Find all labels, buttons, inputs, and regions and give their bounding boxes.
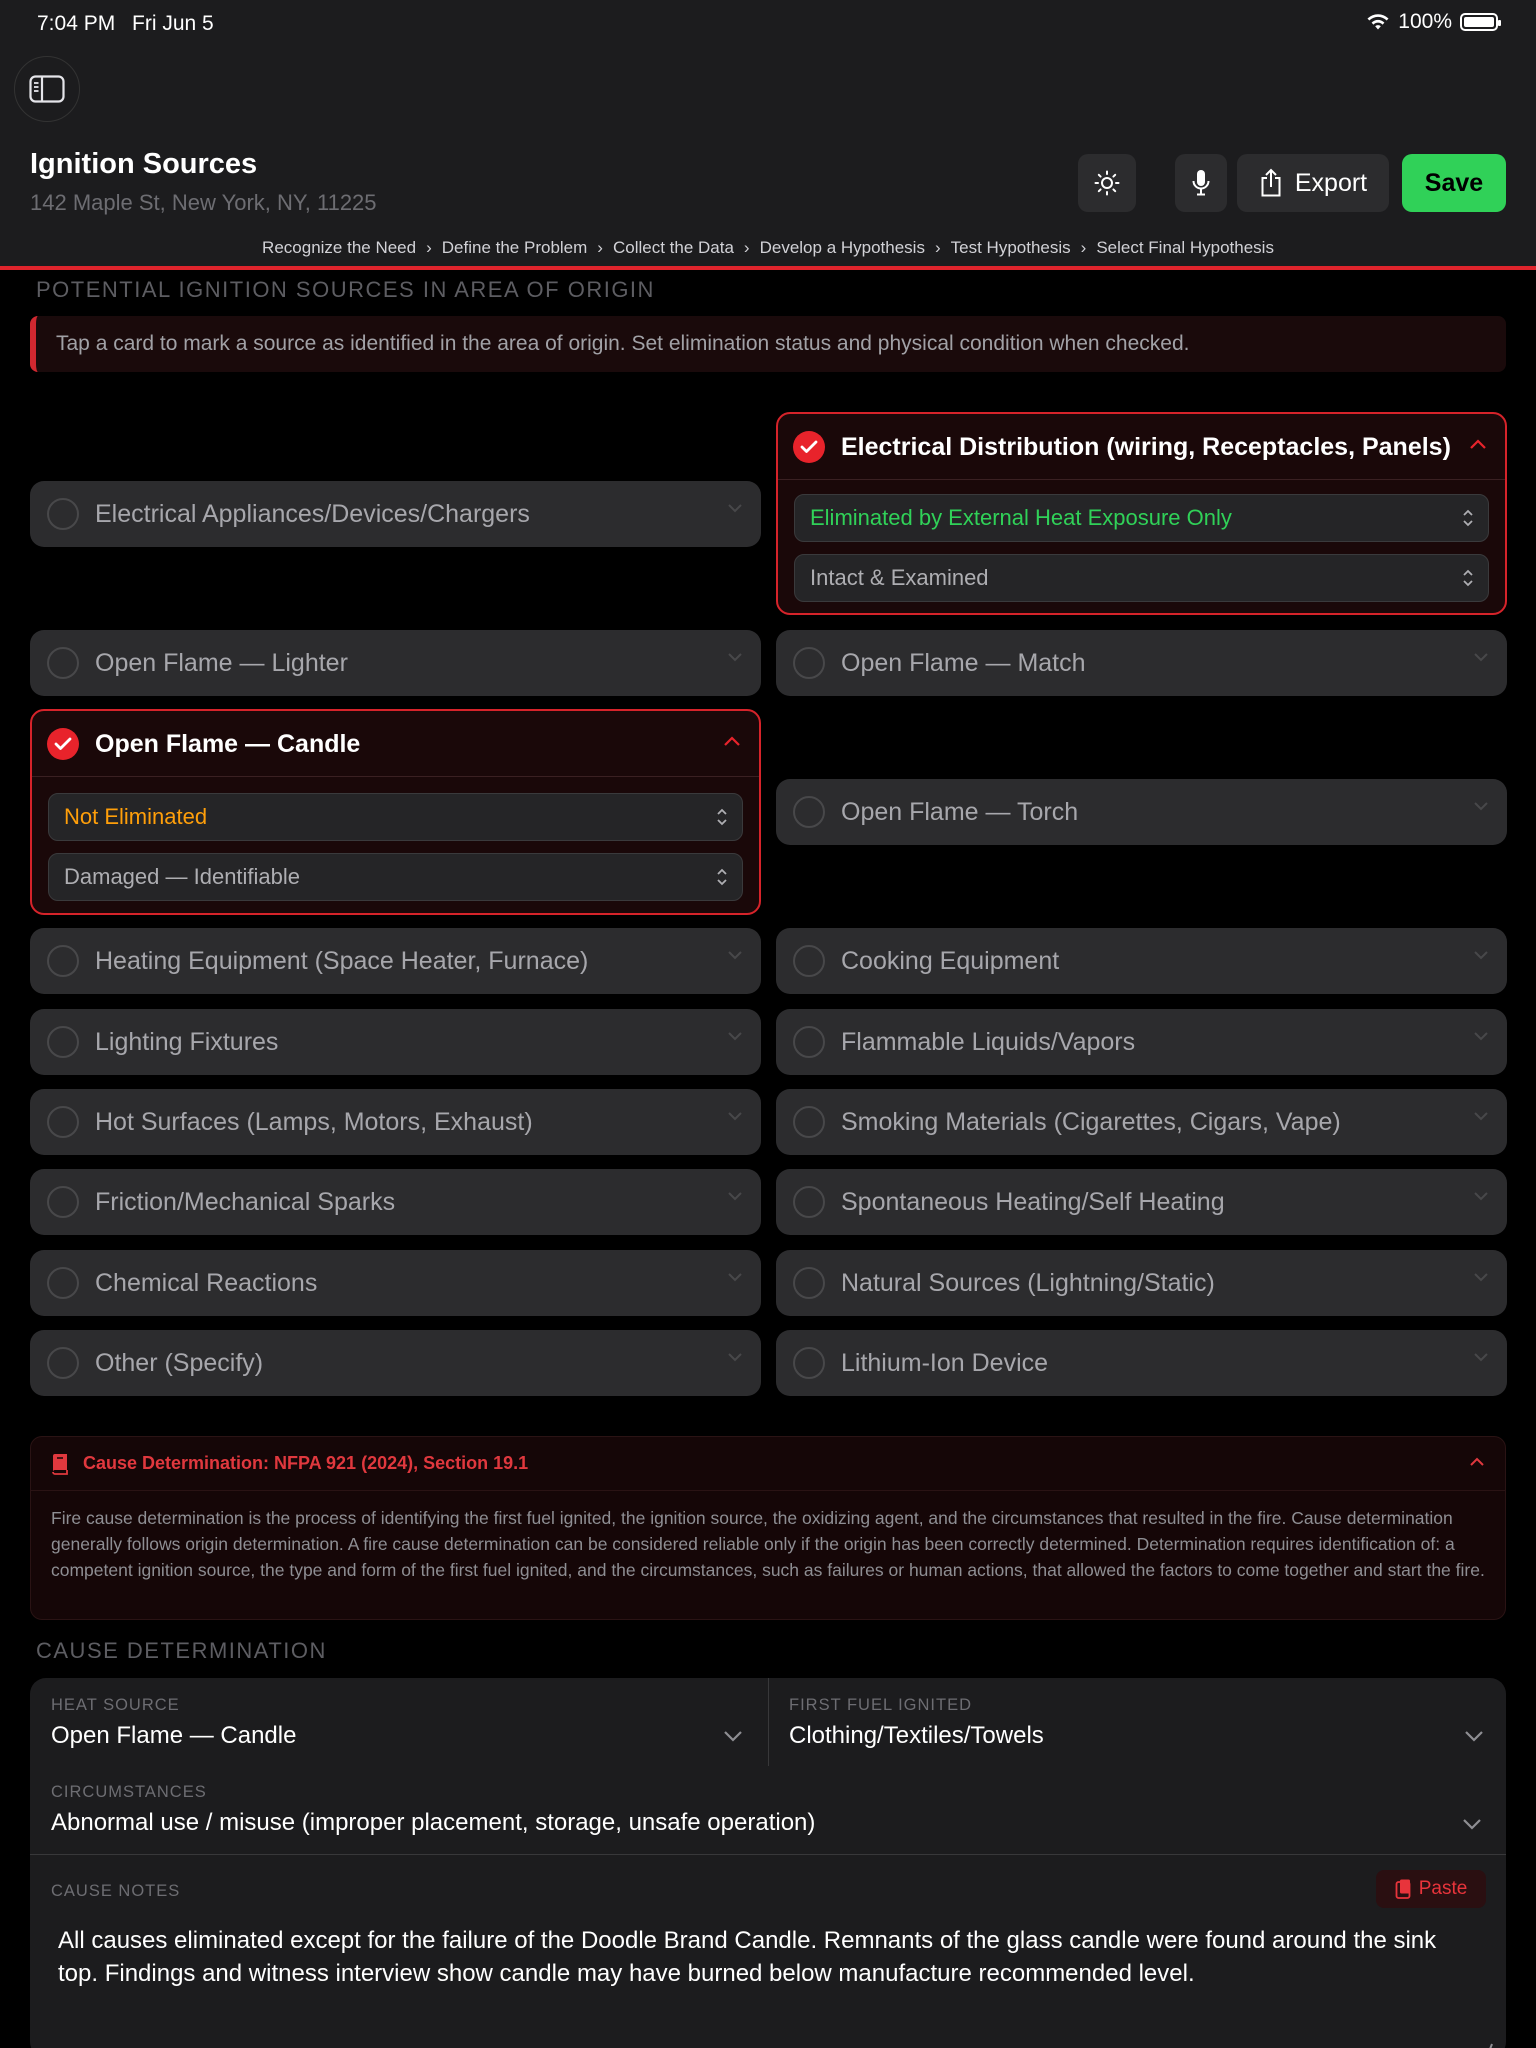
paste-label: Paste [1418,1878,1468,1899]
elimination-value: Eliminated by External Heat Exposure Only [810,505,1232,530]
card-open-flame-candle[interactable] [30,709,761,915]
chevron-down-icon[interactable] [727,503,743,513]
crumb-develop-hypothesis[interactable]: Develop a Hypothesis [759,238,925,257]
chevron-down-icon[interactable] [1473,1111,1489,1121]
card-label: Lighting Fixtures [95,1027,279,1056]
card-hot-surfaces[interactable] [30,1089,761,1155]
elimination-select[interactable] [48,793,743,841]
card-label: Open Flame — Match [841,648,1086,677]
card-header[interactable] [778,414,1505,480]
card-open-flame-lighter[interactable] [30,630,761,696]
circumstances-field[interactable] [30,1766,1506,1854]
chevron-down-icon[interactable] [727,1031,743,1041]
crumb-define-problem[interactable]: Define the Problem [441,238,588,257]
card-open-flame-torch[interactable] [776,779,1507,845]
heat-source-field[interactable] [30,1678,768,1766]
chevron-down-icon[interactable] [727,1111,743,1121]
save-button[interactable]: Save [1402,154,1506,212]
card-flammable-liquids[interactable] [776,1009,1507,1075]
chevron-down-icon[interactable] [727,1352,743,1362]
radio-unchecked[interactable] [47,1026,79,1058]
chevron-updown-icon [1462,506,1474,530]
condition-value: Damaged — Identifiable [64,864,301,889]
card-label: Electrical Appliances/Devices/Chargers [95,499,530,528]
elimination-select[interactable] [794,494,1489,542]
card-label: Natural Sources (Lightning/Static) [841,1268,1215,1297]
wifi-icon [1366,13,1390,31]
sun-icon [1094,170,1120,196]
card-open-flame-match[interactable] [776,630,1507,696]
export-label: Export [1294,168,1368,197]
chevron-down-icon[interactable] [1473,1191,1489,1201]
clipboard-icon [1395,1878,1413,1900]
radio-unchecked[interactable] [793,1026,825,1058]
status-time: 7:04 PM [37,12,116,35]
card-header[interactable] [32,711,759,777]
radio-unchecked[interactable] [793,647,825,679]
heat-source-value: Open Flame — Candle [51,1722,297,1749]
condition-select[interactable] [794,554,1489,602]
circumstances-value: Abnormal use / misuse (improper placement, storage, unsafe operation) [51,1809,816,1836]
card-lithium-ion[interactable] [776,1330,1507,1396]
radio-unchecked[interactable] [47,945,79,977]
paste-button[interactable] [1376,1870,1486,1908]
chevron-updown-icon [1462,566,1474,590]
card-label: Spontaneous Heating/Self Heating [841,1187,1225,1216]
card-label: Other (Specify) [95,1348,264,1377]
checkmark-icon[interactable] [793,431,825,463]
reference-header[interactable] [31,1437,1505,1491]
radio-unchecked[interactable] [47,1186,79,1218]
card-spontaneous-heating[interactable] [776,1169,1507,1235]
chevron-down-icon[interactable] [1473,1352,1489,1362]
first-fuel-field[interactable] [769,1678,1506,1766]
cause-determination-panel [30,1678,1506,2048]
chevron-down-icon[interactable] [1473,801,1489,811]
page-address: 142 Maple St, New York, NY, 11225 [30,190,377,215]
radio-unchecked[interactable] [47,498,79,530]
card-cooking-equipment[interactable] [776,928,1507,994]
book-icon [51,1453,69,1475]
section-divider [30,1854,1506,1855]
card-electrical-appliances[interactable] [30,481,761,547]
radio-unchecked[interactable] [47,1267,79,1299]
chevron-down-icon[interactable] [727,652,743,662]
cause-notes-textarea[interactable]: All causes eliminated except for the failure of the Doodle Brand Candle. Remnants of the glass candle were found around the sink top. Findings and witness interview show candle may have burned below manufacture recommended level. [58,1927,1437,1987]
card-label: Open Flame — Candle [95,730,361,758]
crumb-collect-data[interactable]: Collect the Data [612,238,734,257]
share-icon [1259,168,1283,198]
battery-percent: 100% [1398,10,1452,33]
first-fuel-label: FIRST FUEL IGNITED [789,1696,973,1714]
chevron-down-icon[interactable] [727,1272,743,1282]
condition-select[interactable] [48,853,743,901]
radio-unchecked[interactable] [793,1106,825,1138]
first-fuel-value: Clothing/Textiles/Towels [789,1722,1044,1749]
breadcrumb: Recognize the Need › Define the Problem › Collect the Data › Develop a Hypothesis › Test Hypothesis › Select Final Hypothesis [262,238,1274,257]
progress-divider [0,266,1536,270]
card-label: Open Flame — Lighter [95,648,348,677]
chevron-up-icon[interactable] [723,735,741,747]
status-bar [0,0,1536,48]
reference-panel [30,1436,1506,1620]
heat-source-label: HEAT SOURCE [51,1696,180,1714]
circumstances-label: CIRCUMSTANCES [51,1783,207,1801]
resize-handle-icon[interactable] [1466,2038,1496,2048]
status-indicators [1366,10,1498,34]
crumb-test-hypothesis[interactable]: Test Hypothesis [950,238,1071,257]
brightness-button[interactable] [1078,154,1136,212]
chevron-down-icon [723,1730,743,1742]
microphone-button[interactable] [1175,154,1227,212]
header [0,48,1536,268]
card-label: Hot Surfaces (Lamps, Motors, Exhaust) [95,1107,533,1136]
chevron-down-icon[interactable] [1473,950,1489,960]
cause-notes-label: CAUSE NOTES [51,1882,181,1900]
chevron-up-icon[interactable] [1469,1457,1485,1467]
radio-unchecked[interactable] [793,1186,825,1218]
chevron-down-icon[interactable] [727,1191,743,1201]
chevron-updown-icon [716,865,728,889]
chevron-down-icon [1464,1730,1484,1742]
card-label: Lithium-Ion Device [841,1348,1049,1377]
radio-unchecked[interactable] [47,1106,79,1138]
card-natural-sources[interactable] [776,1250,1507,1316]
card-friction-sparks[interactable] [30,1169,761,1235]
elimination-value: Not Eliminated [64,804,208,829]
chevron-down-icon[interactable] [727,950,743,960]
checkmark-icon[interactable] [47,728,79,760]
crumb-recognize-need[interactable]: Recognize the Need [262,238,417,257]
card-label: Friction/Mechanical Sparks [95,1187,396,1216]
section-title-cause: CAUSE DETERMINATION [36,1638,327,1663]
card-electrical-distribution[interactable] [776,412,1507,615]
chevron-down-icon[interactable] [1473,1031,1489,1041]
section-title-potential: POTENTIAL IGNITION SOURCES IN AREA OF ORIGIN [36,277,655,302]
reference-title: Cause Determination: NFPA 921 (2024), Section 19.1 [83,1453,529,1473]
chevron-down-icon[interactable] [1473,1272,1489,1282]
radio-unchecked[interactable] [793,1267,825,1299]
chevron-down-icon [1462,1818,1482,1830]
microphone-icon [1191,169,1211,197]
card-other-specify[interactable] [30,1330,761,1396]
card-label: Flammable Liquids/Vapors [841,1027,1136,1056]
card-lighting-fixtures[interactable] [30,1009,761,1075]
radio-unchecked[interactable] [793,945,825,977]
card-label: Smoking Materials (Cigarettes, Cigars, Vape) [841,1107,1341,1136]
card-heating-equipment[interactable] [30,928,761,994]
export-button[interactable] [1237,154,1389,212]
chevron-up-icon[interactable] [1469,438,1487,450]
sidebar-icon [29,75,65,103]
card-label: Open Flame — Torch [841,797,1079,826]
battery-icon [1460,13,1498,31]
reference-text: Fire cause determination is the process of identifying the first fuel ignited, the ignition source, the oxidizing agent, and the circumstances that resulted in the fire. Cause determination generally follows origin determination. A fire cause determination can be considered reliable only if the origin has been correctly determined. Determination requires identification of: a competent ignition source, the type and form of the first fuel ignited, and the circumstances, such as failures or human actions, that allowed the factors to come together and start the fire. [51,1508,1485,1580]
card-smoking-materials[interactable] [776,1089,1507,1155]
radio-unchecked[interactable] [47,1347,79,1379]
card-chemical-reactions[interactable] [30,1250,761,1316]
card-label: Chemical Reactions [95,1268,318,1297]
info-banner: Tap a card to mark a source as identified in the area of origin. Set elimination status and physical condition when checked. [30,316,1506,372]
chevron-updown-icon [716,805,728,829]
radio-unchecked[interactable] [47,647,79,679]
crumb-select-final-hypothesis[interactable]: Select Final Hypothesis [1096,238,1274,257]
card-label: Electrical Distribution (wiring, Receptacles, Panels) [841,433,1451,461]
chevron-down-icon[interactable] [1473,652,1489,662]
status-date: Fri Jun 5 [132,12,214,35]
condition-value: Intact & Examined [810,565,989,590]
radio-unchecked[interactable] [793,1347,825,1379]
card-label: Cooking Equipment [841,946,1060,975]
radio-unchecked[interactable] [793,796,825,828]
page-title: Ignition Sources [30,148,258,180]
sidebar-toggle-button[interactable] [14,56,80,122]
card-label: Heating Equipment (Space Heater, Furnace) [95,946,589,975]
